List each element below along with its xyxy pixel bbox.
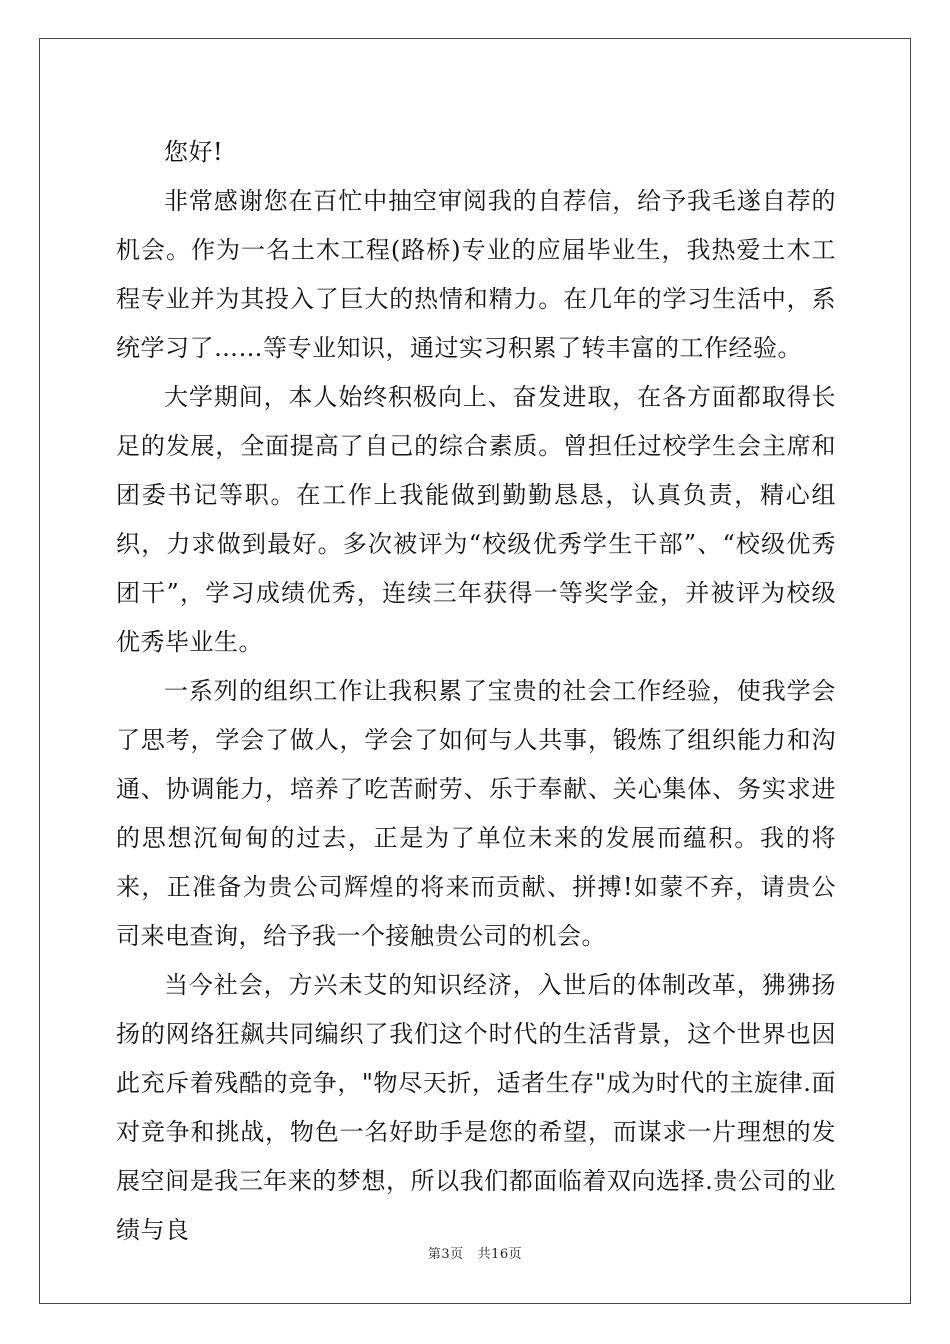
paragraph-1: 非常感谢您在百忙中抽空审阅我的自荐信，给予我毛遂自荐的机会。作为一名土木工程(路桥)专业的应届毕业生，我热爱土木工程专业并为其投入了巨大的热情和精力。在几年的学习生活中，系统学习了……等专业知识，通过实习积累了转丰富的工作经验。 [116,187,836,362]
paragraph-3: 一系列的组织工作让我积累了宝贵的社会工作经验，使我学会了思考，学会了做人，学会了如何与人共事，锻炼了组织能力和沟通、协调能力，培养了吃苦耐劳、乐于奉献、关心集体、务实求进的思想沉甸甸的过去，正是为了单位未来的发展而蕴积。我的将来，正准备为贵公司辉煌的将来而贡献、拼搏!如蒙不弃，请贵公司来电查询，给予我一个接触贵公司的机会。 [116,677,836,950]
page-total: 共16页 [477,1247,523,1262]
paragraph-2: 大学期间，本人始终积极向上、奋发进取，在各方面都取得长足的发展，全面提高了自己的综合素质。曾担任过校学生会主席和团委书记等职。在工作上我能做到勤勤恳恳，认真负责，精心组织，力求做到最好。多次被评为“校级优秀学生干部”、“校级优秀团干”，学习成绩优秀，连续三年获得一等奖学金，并被评为校级优秀毕业生。 [116,383,836,656]
page-number: 第3页 [427,1247,464,1262]
letter-body [116,128,836,1255]
paragraph-4: 当今社会，方兴未艾的知识经济，入世后的体制改革，狒狒扬扬的网络狂飙共同编织了我们这个时代的生活背景，这个世界也因此充斥着残酷的竞争，"物尽天折，适者生存"成为时代的主旋律.面对竞争和挑战，物色一名好助手是您的希望，而谋求一片理想的发展空间是我三年来的梦想，所以我们都面临着双向选择.贵公司的业绩与良 [116,971,836,1244]
page-footer [0,1243,950,1262]
letter-greeting: 您好! [164,138,224,166]
